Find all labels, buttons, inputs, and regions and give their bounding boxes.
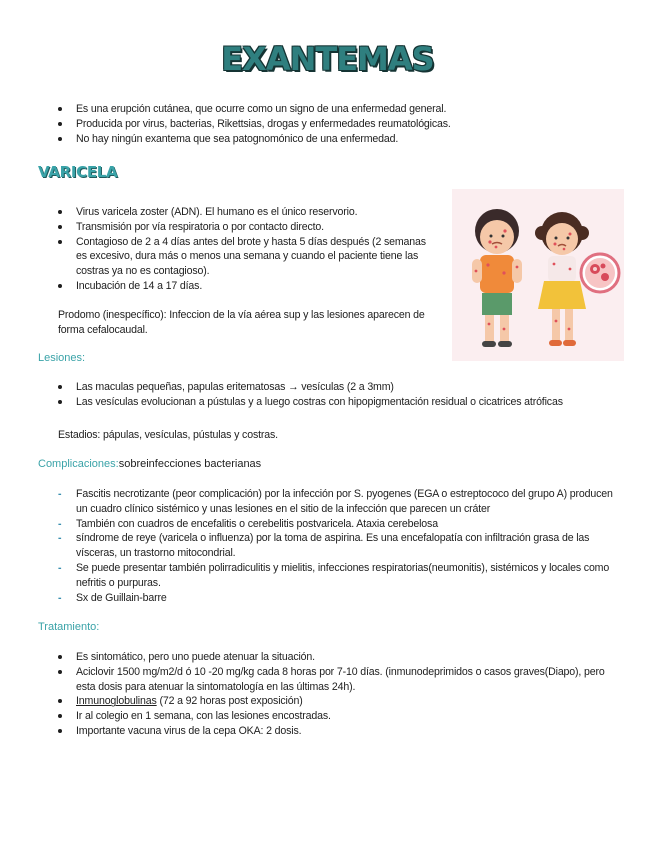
complicaciones-list <box>38 487 613 605</box>
lesiones-list <box>38 380 618 410</box>
list-item: - Sx de Guillain-barre <box>38 591 613 606</box>
list-item: Aciclovir 1500 mg/m2/d ó 10 -20 mg/kg cada 8 horas por 7-10 días. (inmunodeprimidos o casos graves(Diapo), pero esta dosis para atenuar la sintomatología en las últimas 24h). <box>38 665 613 695</box>
lesiones-label: Lesiones: <box>38 352 86 364</box>
varicela-points-list <box>38 205 438 294</box>
children-varicela-illustration <box>452 189 624 361</box>
inmunoglobulinas-term: Inmunoglobulinas <box>76 695 157 708</box>
estadios-paragraph: Estadios: pápulas, vesículas, pústulas y costras. <box>58 429 278 441</box>
section-heading-varicela: VARICELA <box>38 163 118 181</box>
list-item: Las vesículas evolucionan a pústulas y a luego costras con hipopigmentación residual o cicatrices atróficas <box>38 395 618 410</box>
complicaciones-label: Complicaciones: <box>38 458 119 470</box>
list-item: Es sintomático, pero uno puede atenuar la situación. <box>38 650 613 665</box>
complicaciones-heading <box>38 458 261 470</box>
list-item: Es una erupción cutánea, que ocurre como un signo de una enfermedad general. <box>38 102 618 117</box>
list-item: - síndrome de reye (varicela o influenza) por la toma de aspirina. Es una encefalopatía con infiltración grasa de las vísceras, un trastorno mitocondrial. <box>38 531 613 561</box>
tratamiento-label: Tratamiento: <box>38 621 100 633</box>
list-item: Producida por virus, bacterias, Rikettsias, drogas y enfermedades reumatológicas. <box>38 117 618 132</box>
inmunoglobulinas-detail: (72 a 92 horas post exposición) <box>156 695 303 708</box>
illustration-svg <box>452 189 624 361</box>
list-item: - También con cuadros de encefalitis o cerebelitis postvaricela. Ataxia cerebelosa <box>38 517 613 532</box>
prodromo-paragraph: Prodomo (inespecífico): Infeccion de la vía aérea sup y las lesiones aparecen de forma cefalocaudal. <box>58 309 425 336</box>
list-item: No hay ningún exantema que sea patognomónico de una enfermedad. <box>38 132 618 147</box>
list-item: Contagioso de 2 a 4 días antes del brote y hasta 5 días después (2 semanas es excesivo, dura más o menos una semana y cuando el paciente tiene las costras ya no es contagioso). <box>38 235 438 279</box>
tratamiento-list <box>38 650 613 739</box>
list-item: - Fascitis necrotizante (peor complicación) por la infección por S. pyogenes (EGA o estreptococo del grupo A) producen un cuadro clínico sistémico y unas lesiones en el sitio de la infección que parecen un cráter <box>38 487 613 517</box>
complicaciones-value: sobreinfecciones bacterianas <box>118 458 262 470</box>
list-item: Incubación de 14 a 17 días. <box>38 279 438 294</box>
page-title: EXANTEMAS <box>221 40 434 78</box>
list-item: Las maculas pequeñas, papulas eritematosas → vesículas (2 a 3mm) <box>38 380 618 395</box>
intro-list <box>38 102 618 146</box>
list-item <box>38 694 613 709</box>
list-item: - Se puede presentar también polirradiculitis y mielitis, infecciones respiratorias(neumonitis), sistémicos y locales como nefritis o purpuras. <box>38 561 613 591</box>
list-item: Transmisión por vía respiratoria o por contacto directo. <box>38 220 438 235</box>
list-item: Ir al colegio en 1 semana, con las lesiones encostradas. <box>38 709 613 724</box>
list-item: Virus varicela zoster (ADN). El humano es el único reservorio. <box>38 205 438 220</box>
list-item: Importante vacuna virus de la cepa OKA: 2 dosis. <box>38 724 613 739</box>
